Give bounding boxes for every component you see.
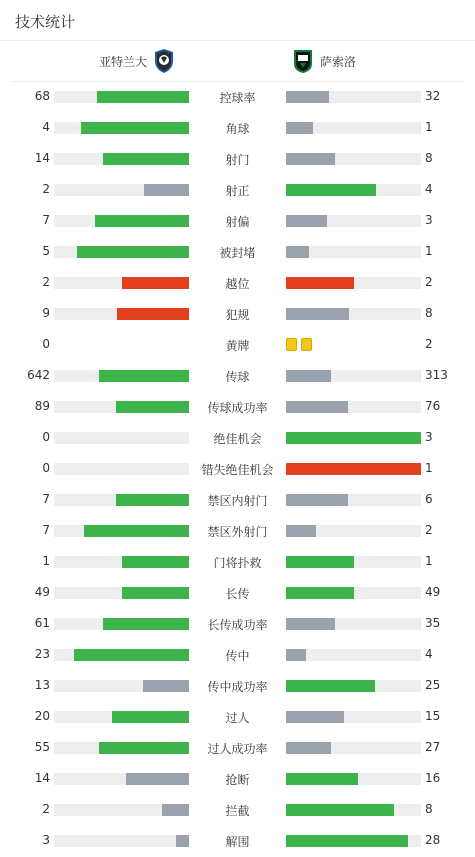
away-stat-value: 6: [425, 492, 433, 506]
stat-label: 长传成功率: [207, 618, 268, 632]
away-stat-value: 76: [425, 399, 441, 413]
away-stat-value: 4: [425, 647, 433, 661]
home-stat-bar-fill: [103, 153, 189, 165]
away-team[interactable]: [292, 48, 356, 74]
away-stat-bar: [286, 91, 421, 103]
header: [0, 0, 475, 40]
away-stat-bar: [286, 649, 421, 661]
away-stat-bar-fill: [286, 432, 421, 444]
stat-row: [0, 608, 475, 639]
stat-label: 控球率: [219, 91, 256, 105]
home-stat-bar-fill: [99, 742, 189, 754]
stat-label: 角球: [225, 122, 250, 136]
stat-label: 传中: [225, 649, 250, 663]
away-stat-value: 8: [425, 306, 433, 320]
away-stat-value: 3: [425, 213, 433, 227]
away-stat-bar-fill: [286, 773, 358, 785]
stat-label: 长传: [225, 587, 250, 601]
home-stat-value: 642: [27, 368, 50, 382]
away-stat-value: 32: [425, 89, 441, 103]
away-stat-value: 2: [425, 337, 433, 351]
away-stat-value: 16: [425, 771, 441, 785]
away-stat-bar: [286, 804, 421, 816]
away-stat-value: 313: [425, 368, 448, 382]
yellow-card-icon: [301, 338, 312, 351]
away-stat-bar-fill: [286, 246, 309, 258]
away-stat-bar: [286, 463, 421, 475]
stat-row: [0, 515, 475, 546]
away-stat-value: 3: [425, 430, 433, 444]
home-stat-value: 0: [42, 461, 50, 475]
away-stat-value: 1: [425, 244, 433, 258]
stat-row: [0, 794, 475, 825]
home-stat-bar: [54, 773, 189, 785]
stat-row: [0, 546, 475, 577]
stat-row: [0, 484, 475, 515]
away-stat-bar-fill: [286, 277, 354, 289]
away-stat-value: 15: [425, 709, 441, 723]
home-team-name: 亚特兰大: [98, 54, 147, 69]
home-stat-value: 0: [42, 337, 50, 351]
away-stat-bar: [286, 277, 421, 289]
away-yellow-cards: [286, 338, 312, 351]
home-stat-bar: [54, 153, 189, 165]
home-stat-bar: [54, 649, 189, 661]
away-stat-value: 1: [425, 461, 433, 475]
away-stat-bar: [286, 153, 421, 165]
away-stat-bar-fill: [286, 525, 316, 537]
stat-row: [0, 639, 475, 670]
away-stat-bar: [286, 432, 421, 444]
stat-label: 传球成功率: [207, 401, 268, 415]
home-stat-bar-fill: [176, 835, 190, 847]
away-stat-bar: [286, 184, 421, 196]
away-stat-value: 8: [425, 802, 433, 816]
home-stat-bar-fill: [84, 525, 189, 537]
home-stat-value: 68: [34, 89, 50, 103]
stat-row: [0, 143, 475, 174]
home-stat-bar: [54, 525, 189, 537]
away-stat-bar-fill: [286, 587, 354, 599]
home-stat-bar: [54, 680, 189, 692]
home-stat-value: 2: [42, 275, 50, 289]
home-stat-bar: [54, 556, 189, 568]
away-stat-bar: [286, 773, 421, 785]
stat-row: [0, 391, 475, 422]
away-stat-bar: [286, 742, 421, 754]
home-stat-bar: [54, 215, 189, 227]
away-stat-value: 27: [425, 740, 441, 754]
atalanta-logo-icon: [153, 48, 175, 74]
away-stat-bar: [286, 370, 421, 382]
stat-row: [0, 701, 475, 732]
stat-row: [0, 360, 475, 391]
home-stat-value: 2: [42, 802, 50, 816]
stat-row: [0, 174, 475, 205]
home-stat-bar: [54, 91, 189, 103]
away-stat-bar: [286, 401, 421, 413]
stat-row: [0, 422, 475, 453]
home-stat-bar: [54, 246, 189, 258]
away-stat-bar: [286, 215, 421, 227]
stat-row: [0, 670, 475, 701]
stat-label: 拦截: [225, 804, 250, 818]
home-stat-bar-fill: [122, 277, 190, 289]
stat-row: [0, 329, 475, 360]
home-stat-bar-fill: [117, 308, 189, 320]
home-stat-value: 61: [34, 616, 50, 630]
home-stat-bar: [54, 463, 189, 475]
stat-label: 犯规: [225, 308, 250, 322]
home-stat-bar: [54, 401, 189, 413]
away-stat-bar: [286, 587, 421, 599]
home-stat-value: 14: [34, 151, 50, 165]
away-stat-value: 49: [425, 585, 441, 599]
home-stat-value: 7: [42, 492, 50, 506]
home-stat-bar-fill: [99, 370, 189, 382]
away-stat-bar-fill: [286, 401, 348, 413]
home-stat-bar: [54, 308, 189, 320]
home-stat-value: 20: [34, 709, 50, 723]
away-stat-value: 1: [425, 120, 433, 134]
away-stat-value: 28: [425, 833, 441, 847]
away-stat-bar-fill: [286, 680, 375, 692]
stat-row: [0, 112, 475, 143]
home-stat-bar: [54, 587, 189, 599]
home-stat-bar: [54, 835, 189, 847]
away-stat-bar-fill: [286, 556, 354, 568]
stat-row: [0, 205, 475, 236]
stat-row: [0, 732, 475, 763]
home-stat-bar: [54, 711, 189, 723]
home-stat-bar-fill: [126, 773, 189, 785]
home-stat-value: 23: [34, 647, 50, 661]
stat-label: 射偏: [225, 215, 250, 229]
home-stat-bar-fill: [81, 122, 189, 134]
away-stat-bar-fill: [286, 711, 344, 723]
away-stat-value: 35: [425, 616, 441, 630]
away-stat-bar: [286, 122, 421, 134]
home-stat-bar-fill: [95, 215, 190, 227]
away-stat-bar: [286, 618, 421, 630]
stat-label: 被封堵: [219, 246, 256, 260]
away-stat-bar-fill: [286, 463, 421, 475]
stat-label: 错失绝佳机会: [201, 463, 274, 477]
away-stat-bar-fill: [286, 649, 306, 661]
stat-row: [0, 298, 475, 329]
stat-label: 门将扑救: [213, 556, 262, 570]
away-stat-bar: [286, 246, 421, 258]
team-header: [10, 41, 465, 81]
stat-label: 过人成功率: [207, 742, 268, 756]
stat-label: 越位: [225, 277, 250, 291]
home-stat-value: 9: [42, 306, 50, 320]
home-stat-bar-fill: [116, 494, 189, 506]
home-stat-bar-fill: [122, 556, 190, 568]
home-stat-value: 0: [42, 430, 50, 444]
away-stat-bar: [286, 835, 421, 847]
away-stat-value: 1: [425, 554, 433, 568]
away-stat-bar-fill: [286, 835, 408, 847]
stat-label: 禁区外射门: [207, 525, 268, 539]
home-stat-bar: [54, 432, 189, 444]
home-stat-value: 13: [34, 678, 50, 692]
away-stat-bar-fill: [286, 153, 335, 165]
stat-row: [0, 453, 475, 484]
home-stat-bar: [54, 494, 189, 506]
away-stat-bar: [286, 308, 421, 320]
home-stat-bar-fill: [74, 649, 189, 661]
stat-row: [0, 825, 475, 856]
stat-label: 绝佳机会: [213, 432, 262, 446]
away-stat-bar-fill: [286, 122, 313, 134]
stat-row: [0, 577, 475, 608]
away-stat-value: 2: [425, 275, 433, 289]
away-stat-bar-fill: [286, 91, 329, 103]
away-stat-value: 2: [425, 523, 433, 537]
away-stat-bar: [286, 525, 421, 537]
home-stat-value: 14: [34, 771, 50, 785]
away-stat-value: 8: [425, 151, 433, 165]
home-stat-value: 4: [42, 120, 50, 134]
away-stat-bar-fill: [286, 308, 349, 320]
home-team[interactable]: [99, 48, 175, 74]
away-stat-bar: [286, 556, 421, 568]
away-stat-value: 25: [425, 678, 441, 692]
home-stat-bar-fill: [162, 804, 189, 816]
stat-row: [0, 267, 475, 298]
home-stat-bar: [54, 277, 189, 289]
home-stat-value: 7: [42, 523, 50, 537]
stat-label: 射门: [225, 153, 250, 167]
sassuolo-logo-icon: [292, 48, 314, 74]
home-stat-value: 5: [42, 244, 50, 258]
stat-label: 黄牌: [225, 339, 250, 353]
home-stat-bar: [54, 370, 189, 382]
away-stat-bar-fill: [286, 370, 331, 382]
home-stat-bar-fill: [143, 680, 189, 692]
home-stat-bar: [54, 804, 189, 816]
home-stat-bar-fill: [77, 246, 189, 258]
away-stat-bar-fill: [286, 215, 327, 227]
stat-label: 射正: [225, 184, 250, 198]
home-stat-value: 55: [34, 740, 50, 754]
home-stat-bar-fill: [97, 91, 189, 103]
away-stat-bar: [286, 494, 421, 506]
home-stat-value: 49: [34, 585, 50, 599]
away-stat-bar-fill: [286, 184, 376, 196]
home-stat-value: 7: [42, 213, 50, 227]
away-stat-bar: [286, 711, 421, 723]
home-stat-bar-fill: [122, 587, 190, 599]
home-stat-bar-fill: [144, 184, 189, 196]
home-stat-value: 1: [42, 554, 50, 568]
home-stat-value: 3: [42, 833, 50, 847]
stat-label: 抢断: [225, 773, 250, 787]
home-stat-bar: [54, 618, 189, 630]
home-stat-bar-fill: [103, 618, 189, 630]
home-stat-bar: [54, 184, 189, 196]
away-team-name: 萨索洛: [320, 54, 357, 69]
away-stat-value: 4: [425, 182, 433, 196]
away-stat-bar-fill: [286, 494, 348, 506]
page-title: 技术统计: [15, 13, 76, 31]
away-stat-bar-fill: [286, 804, 394, 816]
stat-label: 传中成功率: [207, 680, 268, 694]
stat-label: 传球: [225, 370, 250, 384]
away-stat-bar: [286, 680, 421, 692]
home-stat-value: 2: [42, 182, 50, 196]
home-stat-bar: [54, 742, 189, 754]
stats-list: [0, 81, 475, 856]
home-stat-bar-fill: [116, 401, 189, 413]
home-stat-value: 89: [34, 399, 50, 413]
home-stat-bar: [54, 122, 189, 134]
stat-row: [0, 81, 475, 112]
stat-label: 过人: [225, 711, 250, 725]
yellow-card-icon: [286, 338, 297, 351]
away-stat-bar-fill: [286, 618, 335, 630]
away-stat-bar-fill: [286, 742, 331, 754]
stat-label: 禁区内射门: [207, 494, 268, 508]
home-stat-bar-fill: [112, 711, 189, 723]
stat-row: [0, 236, 475, 267]
stat-row: [0, 763, 475, 794]
stat-label: 解围: [225, 835, 250, 849]
